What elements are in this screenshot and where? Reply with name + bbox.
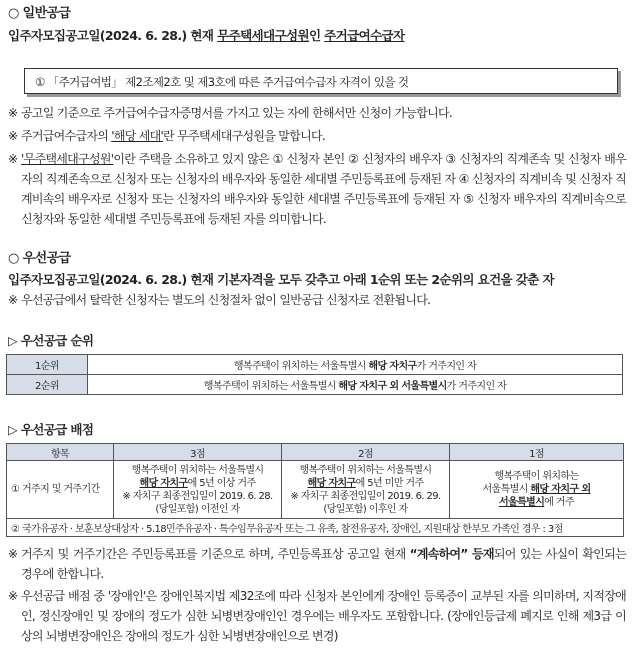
priority-rank-table — [6, 354, 623, 395]
rank-desc — [88, 375, 623, 395]
cell-line — [114, 477, 281, 490]
priority-supply-subheading: 입주자모집공고일(2024. 6. 28.) 현재 기본자격을 모두 갖추고 아래 1순위 또는 2순위의 요건을 갖춘 자 — [8, 272, 554, 287]
note-mark: ※ — [8, 547, 18, 561]
cell-line: ※ 자치구 최종전입일이 2019. 6. 29. — [290, 490, 441, 502]
rank-desc — [88, 355, 623, 375]
score-row-merit-text: ② 국가유공자 · 보훈보상대상자 · 5.18민주유공자 · 특수임무유공자 또는 그 유족, 참전유공자, 장애인, 지원대상 한부모 가족인 경우 : 3점 — [7, 519, 624, 537]
rank-row — [7, 355, 623, 375]
score-row-label: ① 거주지 및 거주기간 — [7, 461, 114, 519]
general-supply-subheading — [8, 26, 405, 44]
note-mark: ※ — [8, 589, 18, 603]
sub-pre: 입주자모집공고일(2024. 6. 28.) 현재 — [8, 28, 218, 43]
score-header-row — [7, 444, 624, 461]
cell-bold: 해당 자치구 — [139, 477, 188, 489]
score-header: 항목 — [7, 444, 114, 461]
cell-bold: 해당 자치구 외 — [530, 484, 591, 495]
priority-score-table — [6, 443, 624, 537]
rank-desc-post: 가 거주지인 자 — [416, 361, 477, 372]
score-row-residence — [7, 461, 624, 519]
rank-desc-pre: 행복주택이 위치하는 서울특별시 — [233, 361, 369, 372]
rank-desc-pre: 행복주택이 위치하는 서울특별시 — [203, 381, 339, 392]
priority-note — [8, 290, 626, 310]
final-note-1 — [8, 544, 626, 584]
sub-u1: 무주택세대구성원 — [217, 28, 309, 43]
note-mark: ※ — [8, 106, 18, 120]
cell-line: 행복주택이 위치하는 서울특별시 — [131, 464, 264, 476]
rank-label: 2순위 — [7, 375, 88, 395]
rank-desc-bold: 해당 자치구 — [368, 361, 417, 372]
note-text: 우선공급 배점 중 '장애인'은 장애인복지법 제32조에 따라 신청자 본인에게 장애인 등록증이 교부된 자를 의미하며, 지적장애인, 정신장애인 및 장애의 정도가 심한 뇌병변장애인인 경우에는 배우자도 포함합니다. (장애인등급제 폐지로 인해 제3급 이상의 뇌병변장애인은 장애의 정도가 심한 뇌병변장애인으로 변경) — [21, 589, 626, 643]
note-underline: '무주택세대구성원' — [21, 152, 114, 166]
note-mark: ※ — [8, 293, 18, 307]
general-note-1 — [8, 103, 626, 123]
priority-score-heading: ▷ 우선공급 배점 — [8, 422, 94, 437]
cell-text: 서울특별시 — [482, 484, 531, 495]
score-cell-1 — [450, 461, 624, 519]
note-post: 되어 있는 사실이 확인되는 경우에 한합니다. — [21, 547, 626, 581]
sub-u2: 주거급여수급자 — [324, 28, 405, 43]
cell-text: 에 거주 — [544, 497, 575, 508]
cell-line: (당일포함) 이전인 자 — [155, 503, 240, 515]
cell-bold: 해당 자치구 — [307, 477, 356, 489]
general-note-2 — [8, 126, 626, 146]
priority-supply-heading: ○ 우선공급 — [8, 251, 71, 266]
note-post: 란 무주택세대구성원을 말합니다. — [163, 129, 325, 143]
note-mark: ※ — [8, 129, 18, 143]
cell-bold: 서울특별시 — [498, 497, 545, 508]
note-text: 공고일 기준으로 주거급여수급자증명서를 가지고 있는 자에 한해서만 신청이 가능합니다. — [21, 106, 453, 120]
cell-line: ※ 자치구 최종전입일이 2019. 6. 28. — [122, 490, 273, 502]
cell-line: 행복주택이 위치하는 — [494, 471, 579, 482]
score-header: 1점 — [450, 444, 624, 461]
cell-text: 에 5년 이상 거주 — [187, 477, 256, 489]
general-supply-heading: ○ 일반공급 — [8, 6, 71, 21]
note-mark: ※ — [8, 152, 18, 166]
note-underline: '해당 세대' — [111, 129, 164, 143]
score-cell-2 — [282, 461, 450, 519]
cell-line — [282, 477, 449, 490]
rank-row — [7, 375, 623, 395]
priority-rank-heading: ▷ 우선공급 순위 — [8, 333, 94, 348]
rank-desc-bold: 해당 자치구 외 서울특별시 — [338, 381, 447, 392]
general-note-3 — [8, 149, 626, 229]
cell-line — [450, 496, 623, 509]
rank-label: 1순위 — [7, 355, 88, 375]
final-note-2 — [8, 586, 626, 646]
qualification-box: ① 「주거급여법」 제2조제2호 및 제3호에 따른 주거급여수급자 자격이 있을 것 — [24, 68, 618, 94]
score-header: 2점 — [282, 444, 450, 461]
sub-mid: 인 — [308, 28, 325, 43]
cell-line: (당일포함) 이후인 자 — [323, 503, 408, 515]
note-pre: 거주지 및 거주기간은 주민등록표를 기준으로 하며, 주민등록표상 공고일 현재 — [21, 547, 410, 561]
score-row-merit — [7, 519, 624, 537]
note-text: 우선공급에서 탈락한 신청자는 별도의 신청절차 없이 일반공급 신청자로 전환됩니다. — [21, 293, 431, 307]
note-bold: “계속하여” 등재 — [409, 547, 494, 561]
cell-text: 에 5년 미만 거주 — [355, 477, 424, 489]
rank-desc-post: 가 거주지인 자 — [446, 381, 507, 392]
cell-line — [450, 483, 623, 496]
score-cell-3 — [114, 461, 282, 519]
score-header: 3점 — [114, 444, 282, 461]
note-pre: 주거급여수급자의 — [21, 129, 112, 143]
note-post: 이란 주택을 소유하고 있지 않은 ① 신청자 본인 ② 신청자의 배우자 ③ 신청자의 직계존속 및 신청자 배우자의 직계존속으로 신청자 또는 신청자의 배우자와 동일한 세대별 주민등록표에 등재된 자 ④ 신청자의 직계비속 및 신청자 직계비속의 배우자로 신청자 또는 신청자의 배우자와 동일한 세대별 주민등록표에 등재된 자 ⑤ 신청자 배우자의 직계비속으로 신청자와 동일한 세대별 주민등록표에 등재된 자를 의미합니다. — [21, 152, 626, 226]
cell-line: 행복주택이 위치하는 서울특별시 — [299, 464, 432, 476]
